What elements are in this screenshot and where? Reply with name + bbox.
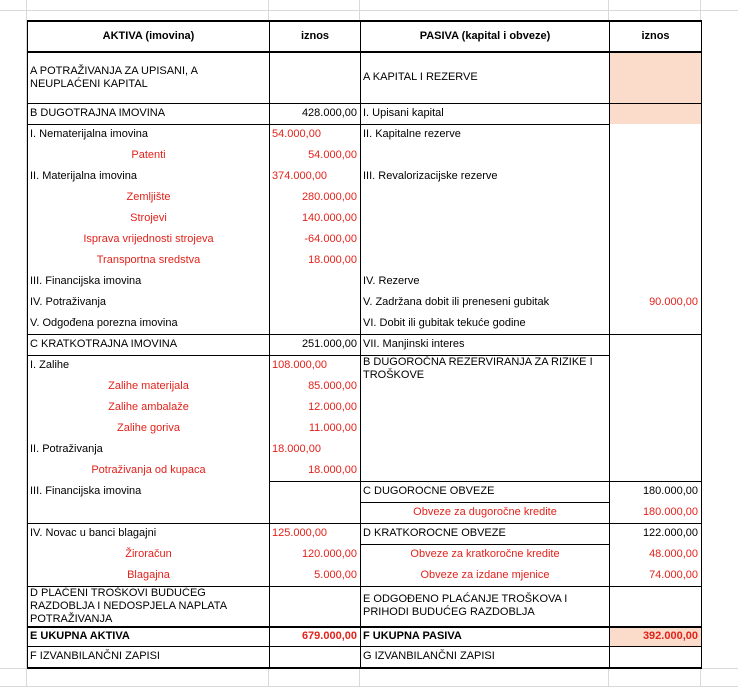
empty-cell[interactable]: [610, 355, 702, 376]
table-row: [28, 523, 702, 544]
empty-cell[interactable]: [361, 250, 610, 271]
pasiva-ii-value[interactable]: [610, 124, 702, 145]
empty-cell[interactable]: [610, 647, 702, 668]
aktiva-i-value[interactable]: 54.000,00: [270, 124, 361, 145]
empty-cell[interactable]: [270, 271, 361, 292]
aktiva-strojevi-label[interactable]: Strojevi: [28, 208, 270, 229]
aktiva-blagajna-value[interactable]: 5.000,00: [270, 565, 361, 586]
table-row: [28, 145, 702, 166]
aktiva-ispravak-value[interactable]: -64.000,00: [270, 229, 361, 250]
table-row: [28, 502, 702, 523]
empty-cell[interactable]: [610, 313, 702, 334]
pasiva-e-label[interactable]: E ODGOĐENO PLAĆANJE TROŠKOVA I PRIHODI BUDUĆEG RAZDOBLJA: [361, 586, 610, 627]
aktiva-c-label[interactable]: C KRATKOTRAJNA IMOVINA: [28, 334, 270, 355]
aktiva-i-label[interactable]: I. Nematerijalna imovina: [28, 124, 270, 145]
aktiva-ispravak-label[interactable]: Isprava vrijednosti strojeva: [28, 229, 270, 250]
aktiva-ii-label[interactable]: II. Materijalna imovina: [28, 166, 270, 187]
table-row: [28, 565, 702, 586]
balance-sheet-table: [27, 20, 702, 669]
table-row: [28, 334, 702, 355]
aktiva-v-label[interactable]: V. Odgođena porezna imovina: [28, 313, 270, 334]
table-row: [28, 187, 702, 208]
pasiva-v-label[interactable]: V. Zadržana dobit ili preneseni gubitak: [361, 292, 610, 313]
empty-cell[interactable]: [270, 313, 361, 334]
aktiva-f-label[interactable]: F IZVANBILANČNI ZAPISI: [28, 647, 270, 668]
empty-cell[interactable]: [361, 145, 610, 166]
aktiva-zalihe-value[interactable]: 108.000,00: [270, 355, 361, 376]
pasiva-v-value[interactable]: 90.000,00: [610, 292, 702, 313]
table-row: [28, 481, 702, 502]
pasiva-c1-value[interactable]: 180.000,00: [610, 502, 702, 523]
empty-cell[interactable]: [610, 586, 702, 627]
aktiva-zalihe-label[interactable]: I. Zalihe: [28, 355, 270, 376]
empty-cell[interactable]: [270, 292, 361, 313]
aktiva-fin-label[interactable]: III. Financijska imovina: [28, 481, 270, 502]
pasiva-c-value[interactable]: 180.000,00: [610, 481, 702, 502]
empty-cell[interactable]: [610, 418, 702, 439]
aktiva-zemljiste-label[interactable]: Zemljište: [28, 187, 270, 208]
aktiva-header[interactable]: AKTIVA (imovina): [28, 21, 270, 52]
aktiva-e-value[interactable]: 679.000,00: [270, 627, 361, 647]
aktiva-b-label[interactable]: B DUGOTRAJNA IMOVINA: [28, 103, 270, 124]
aktiva-b-value[interactable]: 428.000,00: [270, 103, 361, 124]
aktiva-potr-label[interactable]: II. Potraživanja: [28, 439, 270, 460]
pasiva-i-value[interactable]: [610, 103, 702, 124]
empty-cell[interactable]: [361, 208, 610, 229]
aktiva-ziro-label[interactable]: Žiroračun: [28, 544, 270, 565]
empty-cell[interactable]: [270, 481, 361, 502]
total-row: [28, 627, 702, 647]
empty-cell[interactable]: [610, 166, 702, 187]
empty-cell[interactable]: [361, 229, 610, 250]
header-row: [28, 21, 702, 52]
empty-cell[interactable]: [610, 250, 702, 271]
table-row: [28, 355, 702, 376]
table-row: [28, 544, 702, 565]
pasiva-b-label[interactable]: B DUGOROČNA REZERVIRANJA ZA RIZIKE I TROŠKOVE: [361, 355, 610, 481]
empty-cell[interactable]: [610, 376, 702, 397]
table-row: [28, 313, 702, 334]
aktiva-zemljiste-value[interactable]: 280.000,00: [270, 187, 361, 208]
pasiva-d-label[interactable]: D KRATKOROCNE OBVEZE: [361, 523, 610, 544]
aktiva-iii-label[interactable]: III. Financijska imovina: [28, 271, 270, 292]
pasiva-g-label[interactable]: G IZVANBILANČNI ZAPISI: [361, 647, 610, 668]
pasiva-i-label[interactable]: I. Upisani kapital: [361, 103, 610, 124]
aktiva-e-label[interactable]: E UKUPNA AKTIVA: [28, 627, 270, 647]
pasiva-iv-label[interactable]: IV. Rezerve: [361, 271, 610, 292]
empty-cell[interactable]: [610, 397, 702, 418]
pasiva-d-value[interactable]: 122.000,00: [610, 523, 702, 544]
pasiva-d2-value[interactable]: 74.000,00: [610, 565, 702, 586]
aktiva-patenti-label[interactable]: Patenti: [28, 145, 270, 166]
pasiva-a-label[interactable]: A KAPITAL I REZERVE: [361, 52, 610, 103]
aktiva-c-value[interactable]: 251.000,00: [270, 334, 361, 355]
aktiva-zal-amb-value[interactable]: 12.000,00: [270, 397, 361, 418]
pasiva-header[interactable]: PASIVA (kapital i obveze): [361, 21, 610, 52]
aktiva-a-value[interactable]: [270, 52, 361, 103]
pasiva-f-value[interactable]: 392.000,00: [610, 627, 702, 647]
empty-cell[interactable]: [610, 145, 702, 166]
table-row: [28, 250, 702, 271]
table-row: [28, 103, 702, 124]
table-row: [28, 292, 702, 313]
pasiva-c-label[interactable]: C DUGOROCNE OBVEZE: [361, 481, 610, 502]
aktiva-transport-value[interactable]: 18.000,00: [270, 250, 361, 271]
aktiva-strojevi-value[interactable]: 140.000,00: [270, 208, 361, 229]
pasiva-vii-label[interactable]: VII. Manjinski interes: [361, 334, 610, 355]
table-row: [28, 166, 702, 187]
aktiva-novac-label[interactable]: IV. Novac u banci blagajni: [28, 523, 270, 544]
empty-cell[interactable]: [610, 439, 702, 460]
aktiva-zal-mat-label[interactable]: Zalihe materijala: [28, 376, 270, 397]
aktiva-potr-kup-label[interactable]: Potraživanja od kupaca: [28, 460, 270, 481]
aktiva-d-label[interactable]: D PLAĆENI TROŠKOVI BUDUĆEG RAZDOBLJA I NEDOSPJELA NAPLATA POTRAŽIVANJA: [28, 586, 270, 627]
aktiva-ziro-value[interactable]: 120.000,00: [270, 544, 361, 565]
pasiva-ii-label[interactable]: II. Kapitalne rezerve: [361, 124, 610, 145]
empty-cell[interactable]: [610, 334, 702, 355]
empty-cell[interactable]: [610, 229, 702, 250]
empty-cell[interactable]: [270, 502, 361, 523]
aktiva-zal-mat-value[interactable]: 85.000,00: [270, 376, 361, 397]
empty-cell[interactable]: [610, 460, 702, 481]
aktiva-potr-value[interactable]: 18.000,00: [270, 439, 361, 460]
pasiva-c1-label[interactable]: Obveze za dugoročne kredite: [361, 502, 610, 523]
iznos-header[interactable]: iznos: [270, 21, 361, 52]
table-row: [28, 647, 702, 668]
aktiva-novac-value[interactable]: 125.000,00: [270, 523, 361, 544]
aktiva-zal-gor-label[interactable]: Zalihe goriva: [28, 418, 270, 439]
pasiva-vi-label[interactable]: VI. Dobit ili gubitak tekuće godine: [361, 313, 610, 334]
aktiva-potr-kup-value[interactable]: 18.000,00: [270, 460, 361, 481]
empty-cell[interactable]: [361, 187, 610, 208]
table-row: [28, 124, 702, 145]
aktiva-iv-label[interactable]: IV. Potraživanja: [28, 292, 270, 313]
empty-cell[interactable]: [28, 502, 270, 523]
empty-cell[interactable]: [610, 208, 702, 229]
aktiva-a-label[interactable]: A POTRAŽIVANJA ZA UPISANI, A NEUPLAĆENI KAPITAL: [28, 52, 270, 103]
aktiva-zal-gor-value[interactable]: 11.000,00: [270, 418, 361, 439]
empty-cell[interactable]: [270, 586, 361, 627]
iznos2-header[interactable]: iznos: [610, 21, 702, 52]
pasiva-a-value[interactable]: [610, 52, 702, 103]
empty-cell[interactable]: [270, 647, 361, 668]
pasiva-f-label[interactable]: F UKUPNA PASIVA: [361, 627, 610, 647]
pasiva-d1-label[interactable]: Obveze za kratkoročne kredite: [361, 544, 610, 565]
aktiva-zal-amb-label[interactable]: Zalihe ambalaže: [28, 397, 270, 418]
aktiva-transport-label[interactable]: Transportna sredstva: [28, 250, 270, 271]
aktiva-patenti-value[interactable]: 54.000,00: [270, 145, 361, 166]
empty-cell[interactable]: [610, 271, 702, 292]
table-row: [28, 586, 702, 627]
table-row: [28, 52, 702, 103]
table-row: [28, 208, 702, 229]
empty-cell[interactable]: [610, 187, 702, 208]
table-row: [28, 271, 702, 292]
pasiva-iii-label[interactable]: III. Revalorizacijske rezerve: [361, 166, 610, 187]
aktiva-ii-value[interactable]: 374.000,00: [270, 166, 361, 187]
pasiva-d1-value[interactable]: 48.000,00: [610, 544, 702, 565]
table-row: [28, 229, 702, 250]
aktiva-blagajna-label[interactable]: Blagajna: [28, 565, 270, 586]
pasiva-d2-label[interactable]: Obveze za izdane mjenice: [361, 565, 610, 586]
